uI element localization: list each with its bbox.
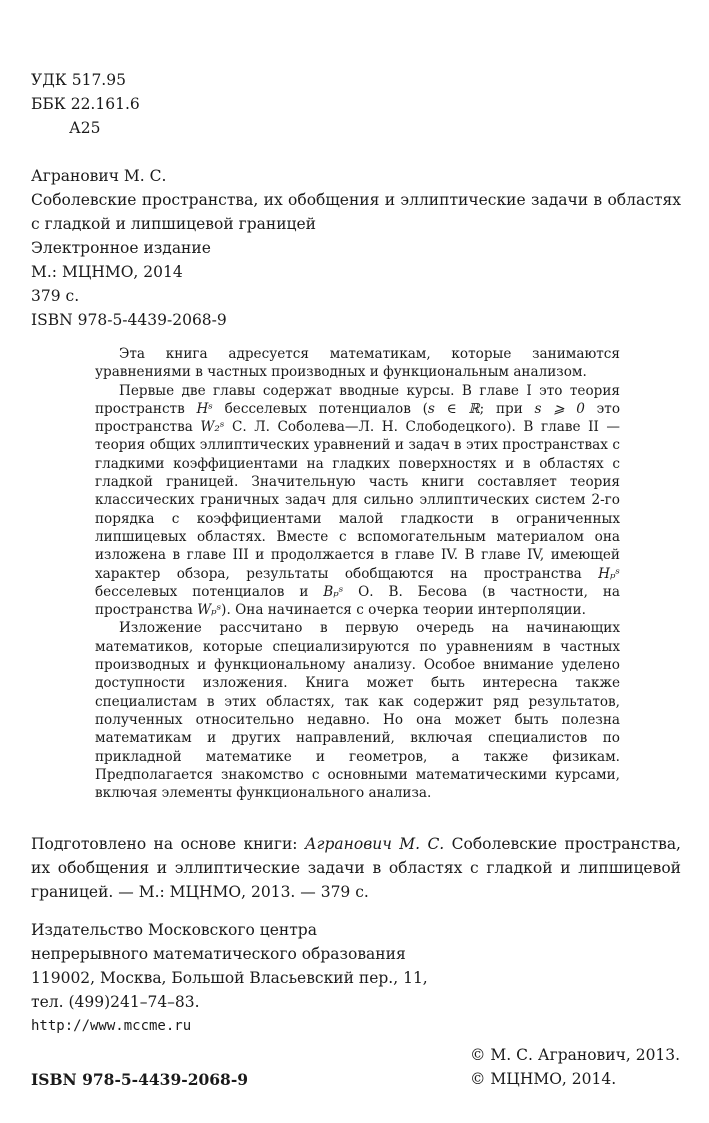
edition-type: Электронное издание: [31, 239, 211, 257]
abstract-paragraph-3: Изложение рассчитано в первую очередь на начинающих математиков, которые специализируются по уравнениям в частных производных и функциональному анализу. Особое внимание уделено доступности изложения. Книга может быть интересна также специалистам в этих областях, так как содержит ряд результатов, полученных относительно недавно. Но она может быть полезна математикам и других направлений, включая специалистов по прикладной математике и геометров, а также физикам. Предполагается знакомство с основными математическими курсами, включая элементы функционального анализа.: [95, 620, 620, 802]
publisher-phone: тел. (499)241–74–83.: [31, 993, 200, 1011]
math-s-geq-0: s ⩾ 0: [534, 400, 585, 417]
math-hs: Hˢ: [196, 400, 213, 417]
page-count: 379 с.: [31, 287, 80, 305]
classification-block: [31, 68, 140, 140]
udk-code: УДК 517.95: [31, 71, 126, 89]
bibliographic-record: [31, 164, 681, 332]
copyright-author: © М. С. Агранович, 2013.: [470, 1046, 681, 1064]
abstract-paragraph-1: Эта книга адресуется математикам, которые занимаются уравнениями в частных производных и функциональным анализом.: [95, 346, 620, 381]
math-bps: Bₚˢ: [323, 583, 344, 600]
abstract-paragraph-2: Первые две главы содержат вводные курсы. В главе I это теория пространств Hˢ бесселевых потенциалов (s ∈ ℝ; при s ⩾ 0 это пространства W₂ˢ С. Л. Соболева—Л. Н. Слободецкого). В главе II — теория общих эллиптических уравнений и задач в этих пространствах с гладкими коэффициентами на гладких поверхностях и в областях с гладкой границей. Значительную часть книги составляет теория классических граничных задач для сильно эллиптических систем 2-го порядка с коэффициентами малой гладкости в ограниченных липшицевых областях. Вместе с вспомогательным материалом она изложена в главе III и продолжается в главе IV. В главе IV, имеющей характер обзора, результаты обобщаются на пространства Hₚˢ бесселевых потенциалов и Bₚˢ О. В. Бесова (в частности, на пространства Wₚˢ). Она начинается с очерка теории интерполяции.: [95, 382, 621, 619]
isbn: ISBN 978-5-4439-2068-9: [31, 311, 227, 329]
book-author: Агранович М. С.: [31, 167, 167, 185]
math-wps: Wₚˢ: [197, 602, 222, 619]
publisher-line-2: непрерывного математического образования: [31, 945, 406, 963]
publisher-line-1: Издательство Московского центра: [31, 921, 317, 939]
publisher-info: [31, 918, 428, 1038]
bbk-code: ББК 22.161.6: [31, 95, 140, 113]
source-note: Подготовлено на основе книги: Агранович М. С. Соболевские пространства, их обобщения и эллиптические задачи в областях с гладкой и липшицевой границей. — М.: МЦНМО, 2013. — 379 с.: [31, 835, 681, 901]
publisher-url[interactable]: http://www.mccme.ru: [31, 1018, 192, 1034]
copyright-publisher: © МЦНМО, 2014.: [470, 1070, 617, 1088]
source-author: Агранович М. С.: [304, 835, 445, 853]
math-s-in-r: s ∈ ℝ: [427, 400, 480, 417]
math-w2s: W₂ˢ: [200, 419, 225, 436]
footer-isbn: ISBN 978-5-4439-2068-9: [31, 1070, 249, 1089]
author-mark: А25: [69, 119, 101, 137]
imprint: М.: МЦНМО, 2014: [31, 263, 183, 281]
publisher-address: 119002, Москва, Большой Власьевский пер., 11,: [31, 969, 428, 987]
math-hps: Hₚˢ: [598, 565, 620, 582]
book-title: Соболевские пространства, их обобщения и эллиптические задачи в областях с гладкой и липшицевой границей: [31, 191, 681, 233]
copyright-block: [470, 1043, 680, 1091]
abstract: [95, 345, 620, 802]
